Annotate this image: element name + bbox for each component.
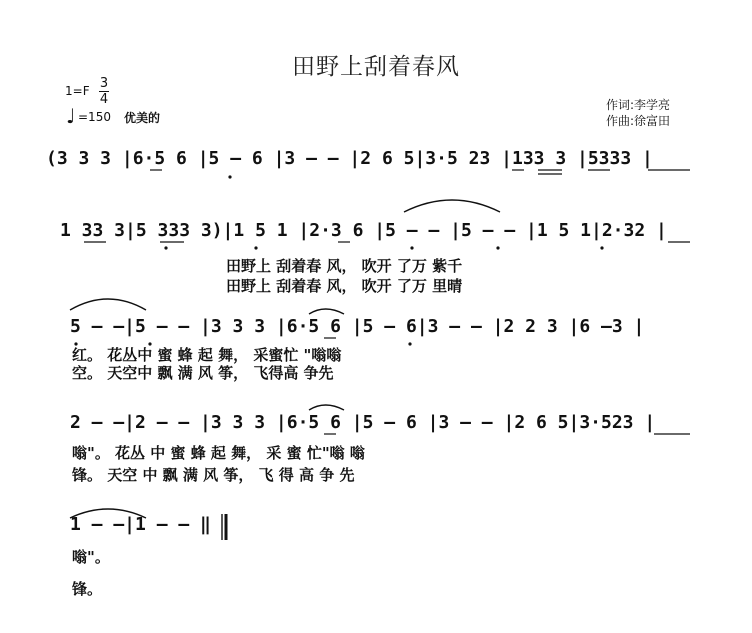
key-signature: 1=F [65, 84, 90, 98]
notation-row-1: (3 3 3 |6·5 6 |5 – 6 |3 – – |2 6 5|3·5 23 |133 3 |5333 | [46, 148, 653, 169]
lyricist: 作词:李学亮 [606, 98, 671, 112]
time-sig-bottom: 4 [99, 92, 109, 107]
tie-arc [70, 299, 146, 310]
lyrics-row-4-verse-2: 锋。 天空 中 飘 满 风 筝， 飞 得 高 争 先 [72, 466, 355, 484]
notation-row-3: 5 – –|5 – – |3 3 3 |6·5 6 |5 – 6|3 – – |2 2 3 |6 –3 | [70, 316, 645, 337]
notation-row-4: 2 – –|2 – – |3 3 3 |6·5 6 |5 – 6 |3 – – |2 6 5|3·523 | [70, 412, 656, 433]
quarter-note-icon: ♩ [66, 104, 76, 128]
page-title: 田野上刮着春风 [292, 54, 460, 80]
composer: 作曲:徐富田 [606, 114, 671, 128]
slur-arc [309, 405, 344, 410]
notation-row-2: 1 33 3|5 333 3)|1 5 1 |2·3 6 |5 – – |5 – – |1 5 1|2·32 | [60, 220, 667, 241]
lyrics-row-4-verse-1: 嗡"。 花丛 中 蜜 蜂 起 舞， 采 蜜 忙"嗡 嗡 [72, 444, 365, 462]
lyrics-row-2-verse-2: 田野上 刮着春 风， 吹开 了万 里晴 [226, 277, 463, 295]
tie-arc [70, 509, 146, 518]
tie-arc [404, 200, 500, 212]
lyrics-row-2-verse-1: 田野上 刮着春 风， 吹开 了万 紫千 [226, 257, 463, 275]
time-sig-top: 3 [99, 76, 109, 91]
lyrics-row-3-verse-1: 红。 花丛中 蜜 蜂 起 舞， 采蜜忙 "嗡嗡 [72, 346, 342, 364]
notation-row-5: 1 – –|1 – – ‖ [70, 514, 211, 535]
expression-mark: 优美的 [124, 111, 161, 125]
slur-arc [309, 309, 344, 314]
tempo-mark: =150 [78, 110, 111, 124]
lyrics-row-5-verse-2: 锋。 [72, 580, 103, 598]
lyrics-row-5-verse-1: 嗡"。 [72, 548, 110, 566]
lyrics-row-3-verse-2: 空。 天空中 飘 满 风 筝， 飞得高 争先 [72, 364, 334, 382]
